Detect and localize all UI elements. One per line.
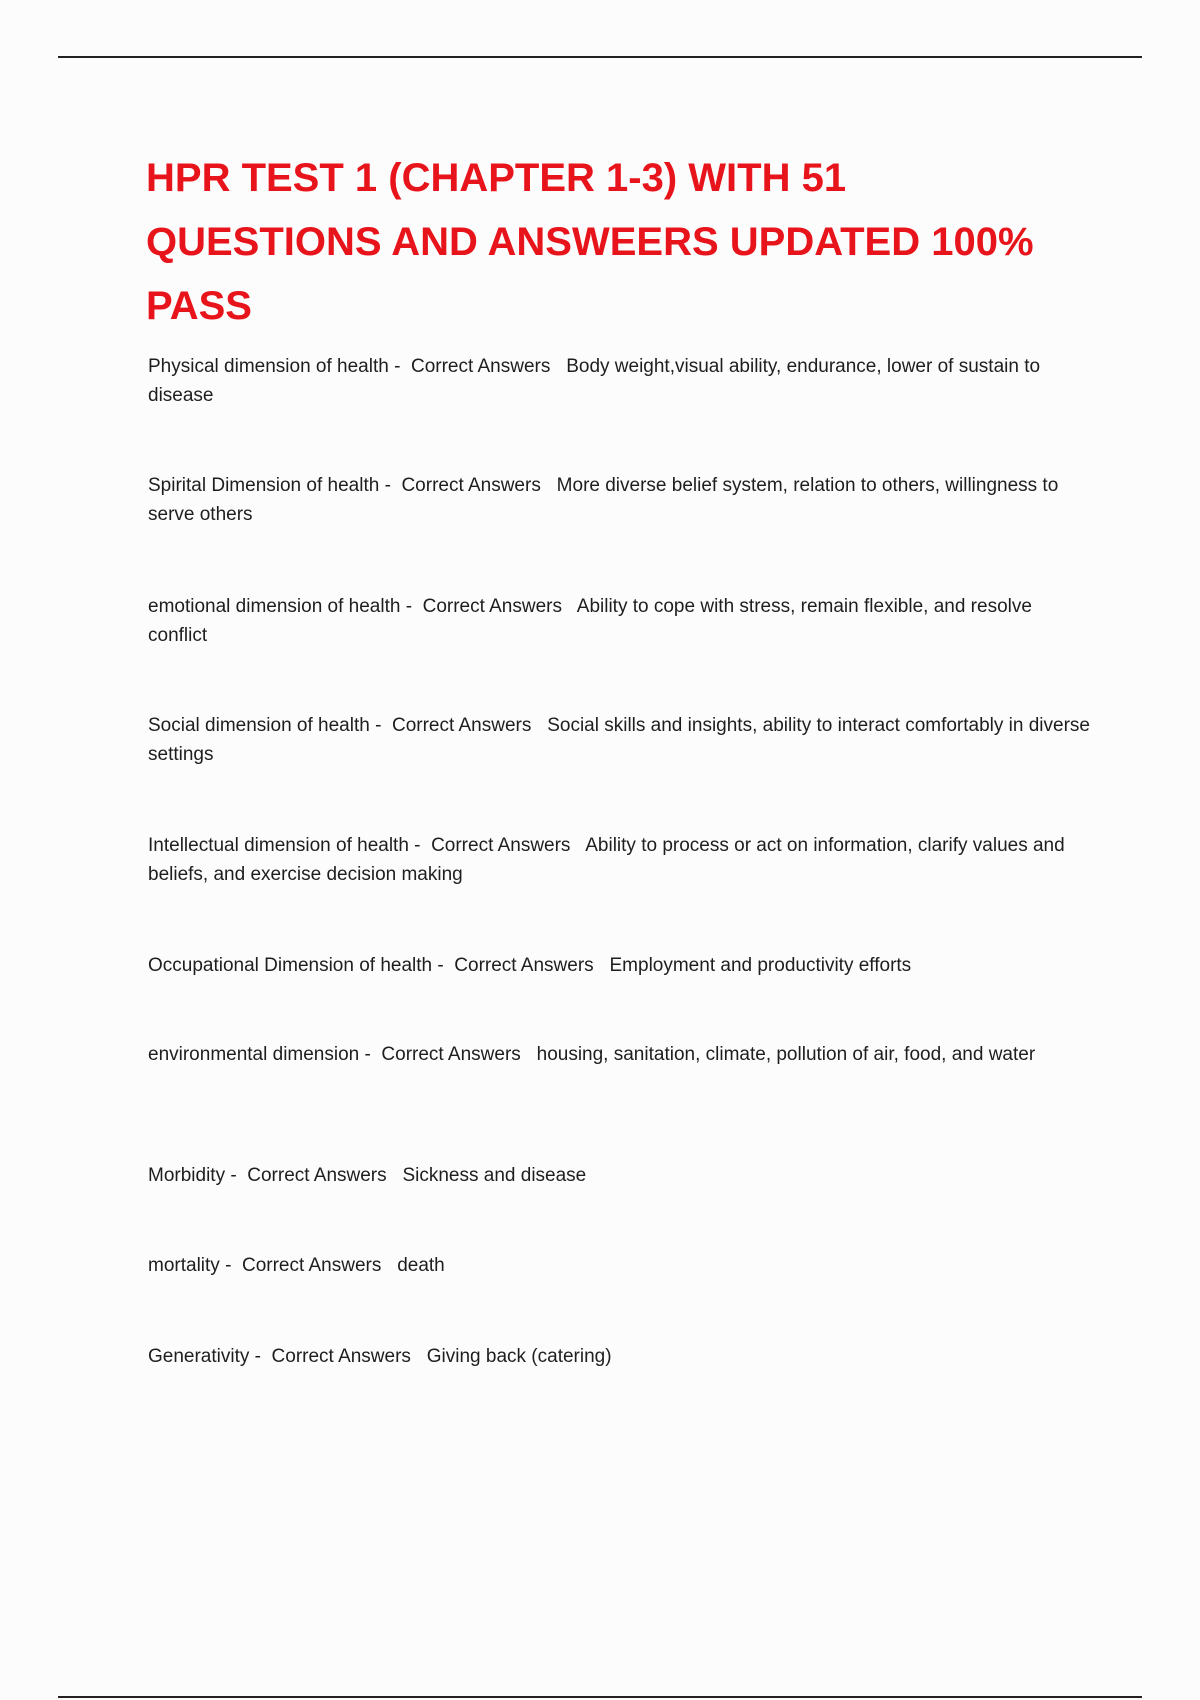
qa-item [148,1161,586,1190]
qa-term: Morbidity - [148,1165,237,1186]
qa-answer-marker: Correct Answers [410,356,551,377]
qa-answer-marker: Correct Answers [431,835,571,856]
top-rule [58,56,1142,58]
qa-answer-marker: Correct Answers [454,955,594,976]
qa-answer-marker: Correct Answers [401,475,541,496]
qa-item [148,471,1092,529]
qa-term: Generativity - [148,1346,261,1367]
qa-item [148,1040,1035,1069]
qa-term: Occupational Dimension of health - [148,955,444,976]
qa-answer-marker: Correct Answers [247,1165,387,1186]
qa-term: mortality - [148,1255,232,1276]
qa-term: Intellectual dimension of health - [148,835,421,856]
qa-answer-marker: Correct Answers [381,1044,521,1065]
qa-term: environmental dimension - [148,1044,371,1065]
qa-item [148,831,1092,889]
qa-answer: Sickness and disease [402,1165,587,1186]
qa-answer-marker: Correct Answers [422,596,562,617]
qa-answer: Employment and productivity efforts [609,955,912,976]
qa-term: Physical dimension of health - [148,356,401,377]
qa-term: emotional dimension of health - [148,596,413,617]
qa-answer: Giving back (catering) [426,1346,612,1367]
qa-item [148,1342,612,1371]
qa-answer: Ability to process or act on information, clarify values and beliefs, and exercise decision making [148,835,1065,885]
qa-answer-marker: Correct Answers [391,715,532,736]
qa-answer: housing, sanitation, climate, pollution of air, food, and water [536,1044,1036,1065]
qa-answer: More diverse belief system, relation to others, willingness to serve others [148,475,1059,525]
qa-answer-marker: Correct Answers [241,1255,382,1276]
qa-term: Spirital Dimension of health - [148,475,391,496]
qa-answer: Social skills and insights, ability to interact comfortably in diverse settings [148,715,1090,765]
qa-item [148,1251,445,1280]
qa-answer: death [397,1255,445,1276]
qa-answer-marker: Correct Answers [271,1346,411,1367]
qa-answer: Body weight,visual ability, endurance, lower of sustain to disease [148,356,1041,406]
qa-answer: Ability to cope with stress, remain flexible, and resolve conflict [148,596,1032,646]
qa-item [148,951,911,980]
bottom-rule [58,1696,1142,1698]
qa-item [148,592,1092,650]
document-title: HPR TEST 1 (CHAPTER 1-3) WITH 51 QUESTIONS AND ANSWEERS UPDATED 100% PASS [146,156,1034,328]
qa-term: Social dimension of health - [148,715,382,736]
qa-item [148,711,1092,769]
qa-item [148,352,1092,410]
